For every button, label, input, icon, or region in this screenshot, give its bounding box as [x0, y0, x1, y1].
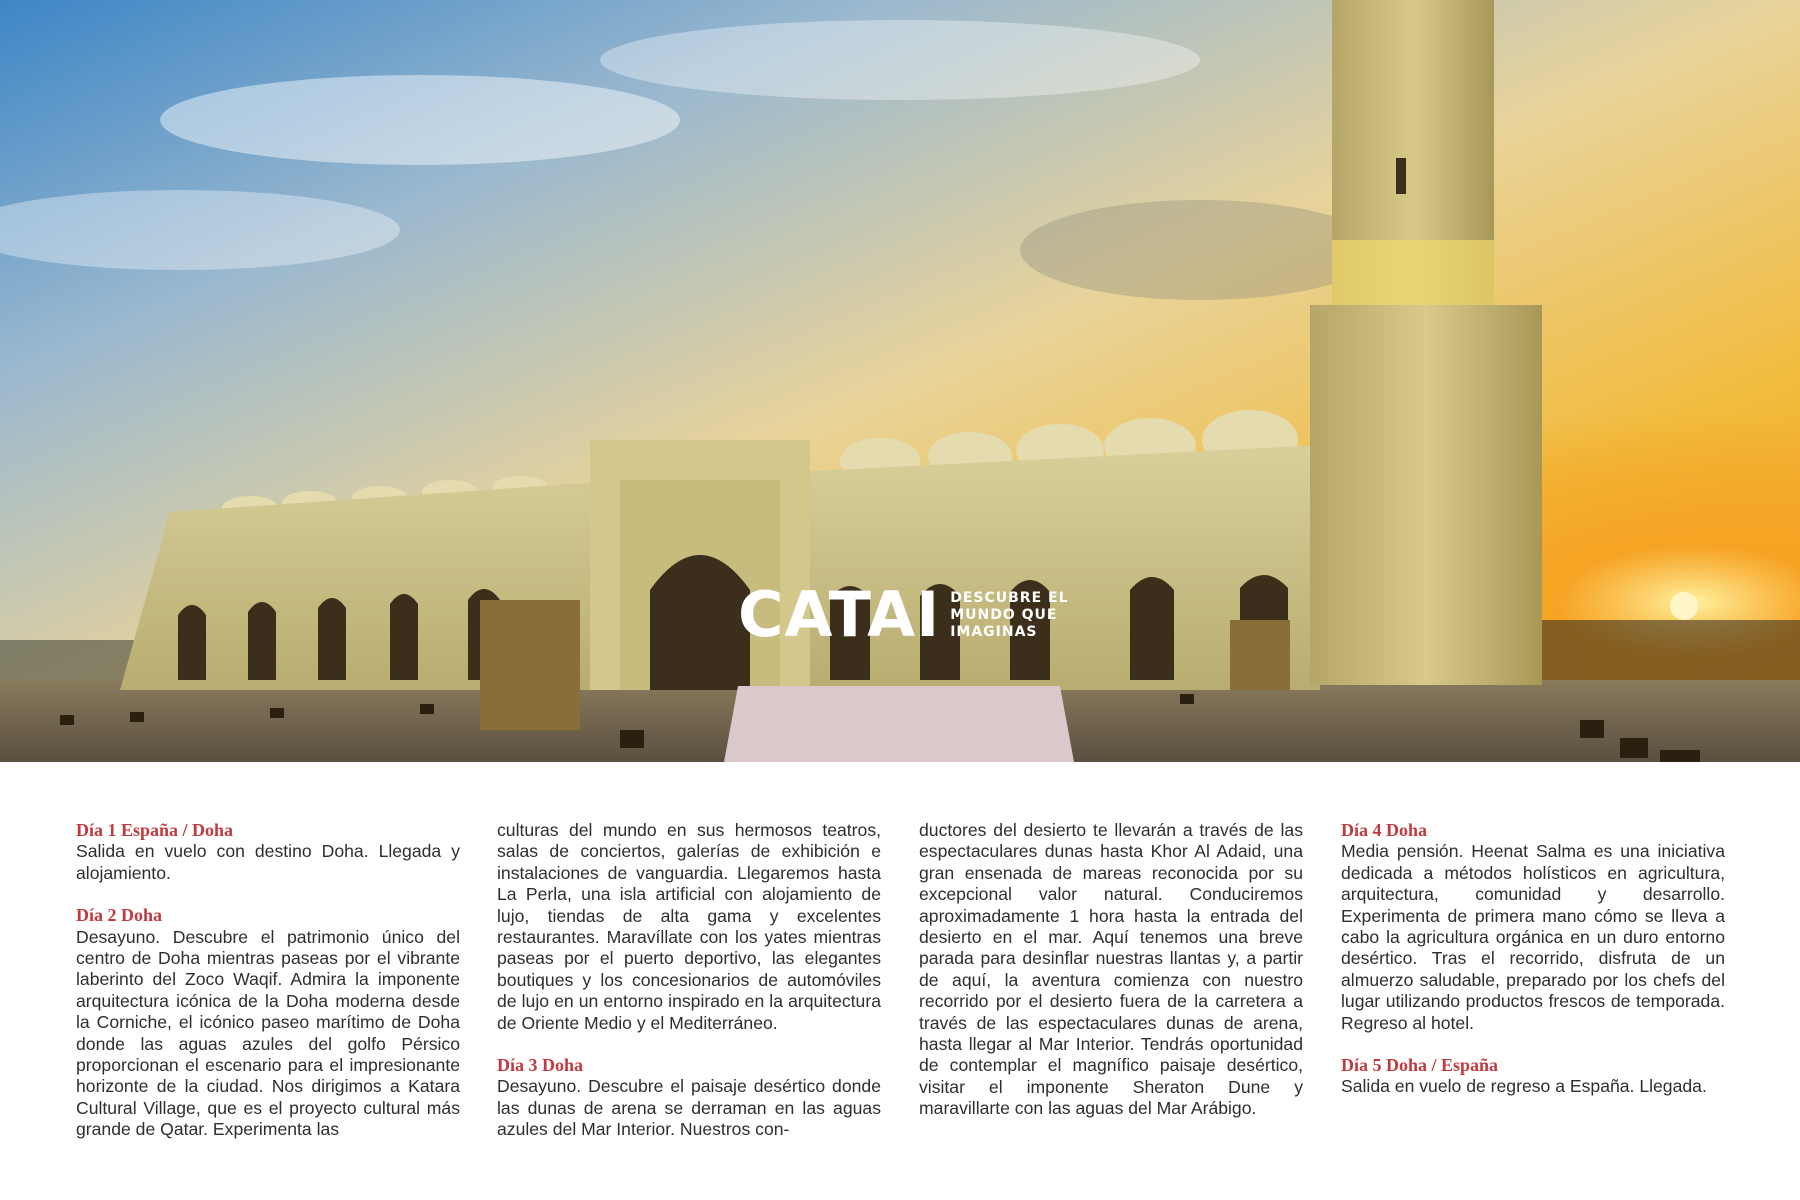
day-2-text-part-1: Desayuno. Descubre el patrimonio único del centro de Doha mientras paseas por el vibrante laberinto del Zoco Waqif. Admira la imponente arquitectura icónica de la Doha moderna desde la Corniche, el icónico paseo marítimo de Doha donde las aguas azules del golfo Pérsico proporcionan el escenario para el impresionante horizonte de la ciudad. Nos dirigimos a Katara Cultural Village, que es el proyecto cultural más grande de Qatar. Experimenta las — [76, 926, 460, 1140]
day-1-title: Día 1 España / Doha — [76, 820, 234, 840]
day-1-text: Salida en vuelo con destino Doha. Llegada y alojamiento. — [76, 841, 460, 883]
logo-wordmark: CATAI — [738, 578, 941, 651]
day-3-text-part-2: ductores del desierto te llevarán a través de las espectaculares dunas hasta Khor Al Adaid, una gran ensenada de mareas reconocida por su excepcional valor natural. Conduciremos aproximadamente 1 hora hasta la entrada del desierto en el mar. Aquí tenemos una breve parada para desinflar nuestras llantas y, a partir de aquí, la aventura comienza con nuestro recorrido por el desierto fuera de la carretera a través de las espectaculares dunas de arena, hasta llegar al Mar Interior. Tendrás oportunidad de contemplar el magnífico paisaje desértico, visitar el imponente Sheraton Dune y maravillarte con las aguas del Mar Arábigo. — [919, 820, 1303, 1119]
day-3-title: Día 3 Doha — [497, 1055, 584, 1076]
itinerary-column-2 — [497, 820, 881, 1141]
itinerary-column-4 — [1341, 820, 1725, 1098]
decorative-tab — [724, 686, 1074, 762]
itinerary-column-3 — [919, 820, 1303, 1120]
itinerary-column-1 — [76, 820, 460, 1141]
logo-tagline — [950, 590, 1068, 641]
tagline-line-2: MUNDO QUE — [950, 606, 1058, 623]
day-4-text: Media pensión. Heenat Salma es una iniciativa dedicada a métodos holísticos en agricultura, arquitectura, comunidad y desarrollo. Experimenta de primera mano cómo se lleva a cabo la agricultura orgánica en un duro entorno desértico. Tras el recorrido, disfruta de un almuerzo saludable, preparado por los chefs del lugar utilizando productos frescos de temporada. Regreso al hotel. — [1341, 841, 1725, 1033]
catai-logo — [738, 578, 1069, 651]
day-3-text-part-1: Desayuno. Descubre el paisaje desértico donde las dunas de arena se derraman en las aguas azules del Mar Interior. Nuestros con- — [497, 1076, 881, 1140]
tagline-line-3: IMAGINAS — [950, 623, 1038, 640]
day-4-title: Día 4 Doha — [1341, 820, 1428, 840]
day-5-text: Salida en vuelo de regreso a España. Llegada. — [1341, 1076, 1707, 1097]
tagline-line-1: DESCUBRE EL — [950, 589, 1069, 606]
day-2-text-part-2: culturas del mundo en sus hermosos teatros, salas de conciertos, galerías de exhibición e instalaciones de vanguardia. Llegaremos hasta La Perla, una isla artificial con alojamiento de lujo, tiendas de alta gama y excelentes restaurantes. Maravíllate con los yates mientras paseas por el puerto deportivo, las elegantes boutiques y los concesionarios de automóviles de lujo en un entorno inspirado en la arquitectura de Oriente Medio y el Mediterráneo. — [497, 820, 881, 1033]
day-5-title: Día 5 Doha / España — [1341, 1055, 1499, 1076]
day-2-title: Día 2 Doha — [76, 905, 163, 926]
